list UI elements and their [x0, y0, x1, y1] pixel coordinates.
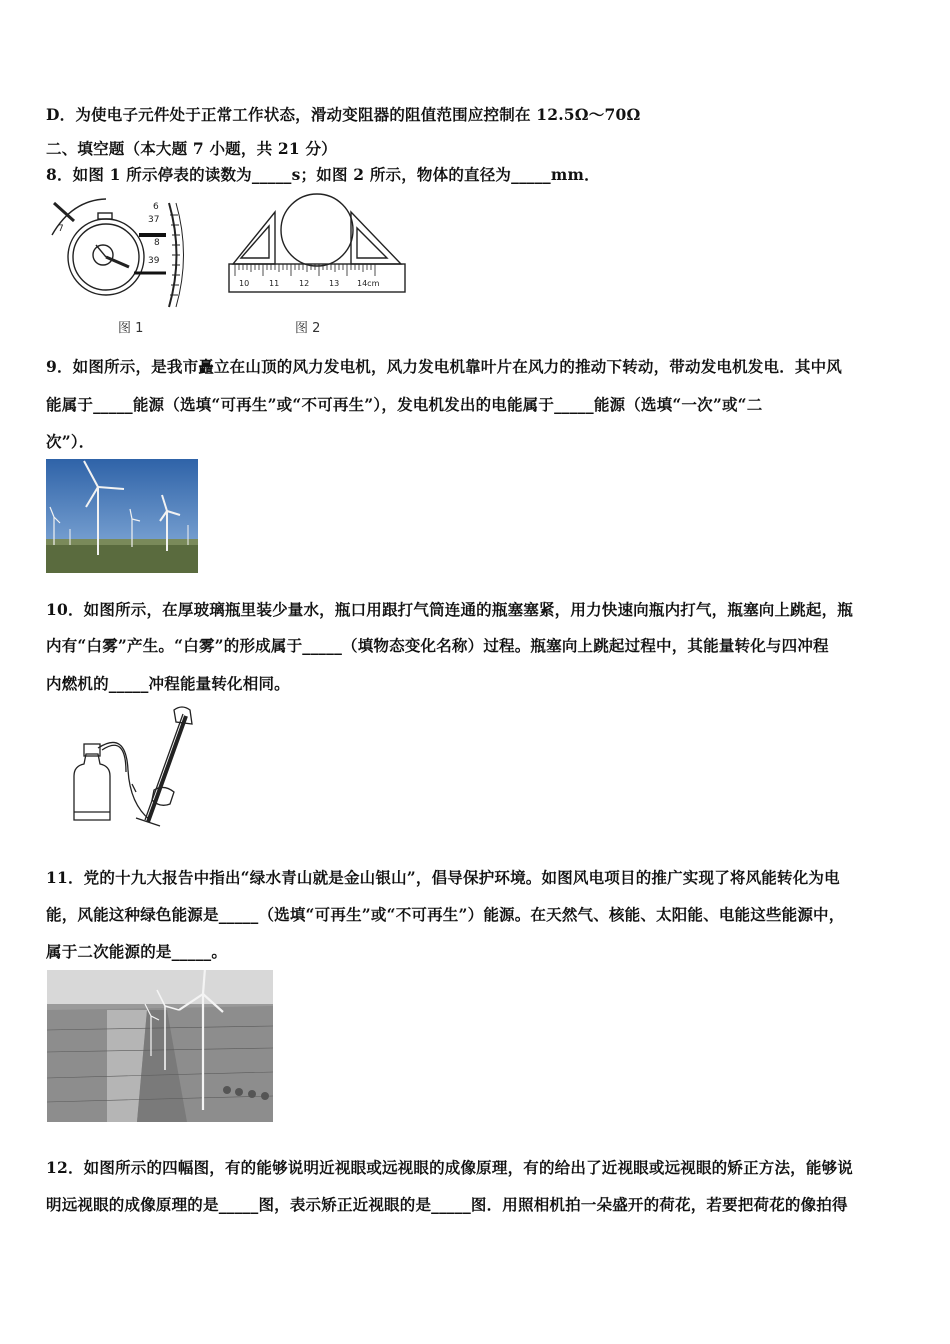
bottle-pump-figure: [66, 700, 201, 832]
question-12-line-1: 12．如图所示的四幅图，有的能够说明近视眼或远视眼的成像原理，有的给出了近视眼或远视眼的矫正方法，能够说: [46, 1158, 853, 1177]
wind-turbine-photo: [46, 459, 198, 573]
question-11-line-3: 属于二次能源的是_____。: [46, 942, 228, 961]
stopwatch-figure: [44, 195, 194, 315]
option-d: D．为使电子元件处于正常工作状态，滑动变阻器的阻值范围应控制在 12.5Ω～70Ω: [46, 105, 641, 124]
figure-2-caption: 图 2: [295, 321, 321, 336]
question-10-line-3: 内燃机的_____冲程能量转化相同。: [46, 674, 290, 693]
question-10-line-1: 10．如图所示，在厚玻璃瓶里装少量水，瓶口用跟打气筒连通的瓶塞塞紧，用力快速向瓶内打气，瓶塞向上跳起，瓶: [46, 600, 853, 619]
ruler-tick-label: 11: [269, 279, 280, 288]
scale-label: 39: [148, 256, 160, 266]
ruler-tick-label: 14cm: [357, 279, 380, 288]
scale-label: 8: [154, 238, 160, 248]
question-9-line-2: 能属于_____能源（选填“可再生”或“不可再生”），发电机发出的电能属于_____能源（选填“一次”或“二: [46, 395, 763, 414]
question-8: 8．如图 1 所示停表的读数为_____s；如图 2 所示，物体的直径为_____mm．: [46, 165, 600, 184]
question-9-line-1: 9．如图所示，是我市矗立在山顶的风力发电机，风力发电机靠叶片在风力的推动下转动，带动发电机发电．其中风: [46, 357, 842, 376]
scale-label: 7: [58, 224, 64, 234]
scale-label: 6: [153, 202, 159, 212]
wind-farm-photo: [47, 970, 273, 1122]
figure-1-caption: 图 1: [118, 321, 144, 336]
question-9-line-3: 次”）．: [46, 432, 95, 451]
question-11-line-1: 11．党的十九大报告中指出“绿水青山就是金山银山”，倡导保护环境。如图风电项目的推广实现了将风能转化为电: [46, 868, 840, 887]
ruler-figure: [225, 192, 410, 302]
ruler-tick-label: 12: [299, 279, 310, 288]
ruler-tick-label: 13: [329, 279, 340, 288]
scale-label: 37: [148, 215, 160, 225]
question-11-line-2: 能，风能这种绿色能源是_____（选填“可再生”或“不可再生”）能源。在天然气、核能、太阳能、电能这些能源中，: [46, 905, 845, 924]
question-10-line-2: 内有“白雾”产生。“白雾”的形成属于_____（填物态变化名称）过程。瓶塞向上跳起过程中，其能量转化与四冲程: [46, 636, 829, 655]
section-heading: 二、填空题（本大题 7 小题，共 21 分）: [46, 139, 337, 158]
question-12-line-2: 明远视眼的成像原理的是_____图，表示矫正近视眼的是_____图．用照相机拍一朵盛开的荷花，若要把荷花的像拍得: [46, 1195, 848, 1214]
ruler-tick-label: 10: [239, 279, 250, 288]
